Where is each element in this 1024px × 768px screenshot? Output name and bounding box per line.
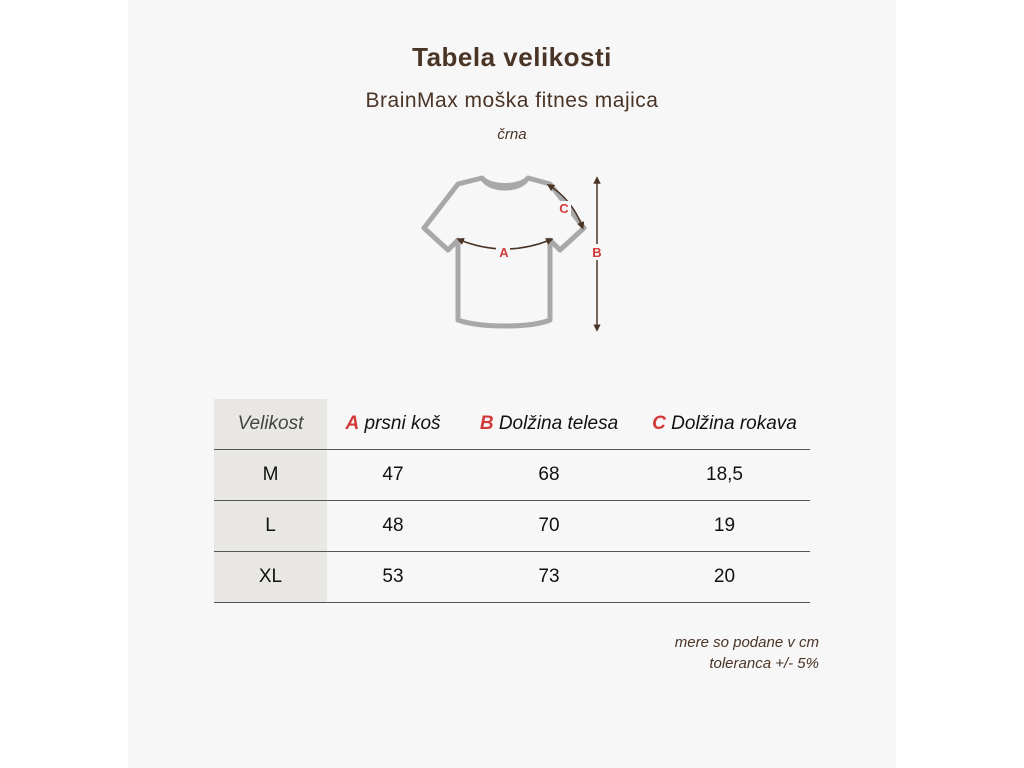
header-chest [327,399,459,450]
header-sleeve-length [639,399,810,450]
cell-sleeve-length: 20 [639,552,810,603]
cell-chest: 48 [327,501,459,552]
cell-size: XL [214,552,327,603]
table-header-row [214,399,810,450]
cell-chest: 47 [327,450,459,501]
measurement-notes [675,632,819,674]
cell-sleeve-length: 19 [639,501,810,552]
header-sleeve-letter: C [652,413,666,434]
header-chest-text: prsni koš [364,413,441,434]
cell-sleeve-length: 18,5 [639,450,810,501]
tshirt-diagram [410,170,610,335]
units-note: mere so podane v cm [674,634,819,651]
header-body-text: Dolžina telesa [498,413,619,434]
cell-body-length: 68 [459,450,639,501]
cell-size: L [214,501,327,552]
header-chest-letter: A [345,413,360,434]
header-body-length [459,399,639,450]
header-size: Velikost [214,399,327,450]
cell-size: M [214,450,327,501]
cell-body-length: 73 [459,552,639,603]
label-a: A [499,245,509,260]
cell-chest: 53 [327,552,459,603]
table-row [214,501,810,552]
size-table [214,399,810,603]
page-title: Tabela velikosti [412,42,612,72]
header-body-letter: B [479,413,494,434]
table-row [214,450,810,501]
product-color: črna [497,126,527,143]
cell-body-length: 70 [459,501,639,552]
header-sleeve-text: Dolžina rokava [671,413,797,434]
label-b: B [592,245,602,260]
product-name: BrainMax moška fitnes majica [365,89,659,112]
tolerance-note: toleranca +/- 5% [709,655,819,672]
label-c: C [559,201,569,216]
table-row [214,552,810,603]
